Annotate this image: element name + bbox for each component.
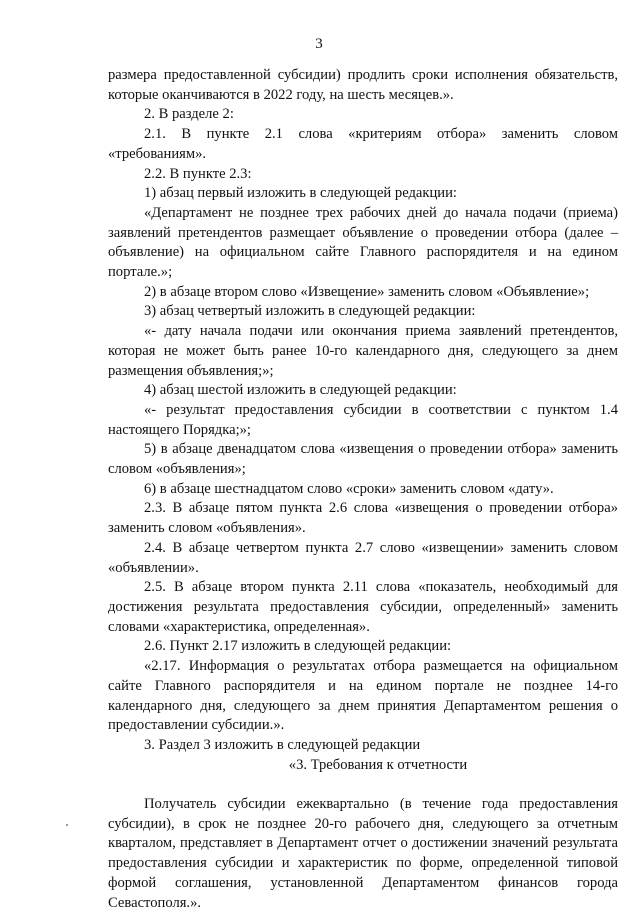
document-body <box>108 66 618 913</box>
scan-speck <box>66 824 68 826</box>
paragraph-2-4: 2.4. В абзаце четвертом пункта 2.7 слово «извещении» заменить словом «объявлении». <box>108 539 618 576</box>
paragraph-2-17-text: «2.17. Информация о результатах отбора размещается на официальном сайте Главного распорядителя и на едином портале не позднее 14-го календарного дня, следующего за днем принятия Департаментом решения о предоставлении субсидии.». <box>108 658 618 734</box>
paragraph-reporting: Получатель субсидии ежеквартально (в течение года предоставления субсидии), в срок не позднее 20-го рабочего дня, следующего за отчетным кварталом, представляет в Департамент отчет о достижении значений результата предоставления субсидии и характеристик по форме, определенной типовой формой соглашения, установленной Департаментом финансов города Севастополя.». <box>108 796 618 911</box>
paragraph-2-2-item-4: 4) абзац шестой изложить в следующей редакции: <box>144 382 457 399</box>
paragraph-2-1: 2.1. В пункте 2.1 слова «критериям отбора» заменить словом «требованиям». <box>108 126 618 162</box>
paragraph-2-2-item-5: 5) в абзаце двенадцатом слова «извещения о проведении отбора» заменить словом «объявления»; <box>108 441 618 478</box>
paragraph-2-2-item-2: 2) в абзаце втором слово «Извещение» заменить словом «Объявление»; <box>144 283 590 300</box>
paragraph-section-3: 3. Раздел 3 изложить в следующей редакции <box>144 736 421 753</box>
paragraph-2-2-item-6: 6) в абзаце шестнадцатом слово «сроки» заменить словом «дату». <box>144 480 554 497</box>
paragraph-section-2: 2. В разделе 2: <box>144 106 234 123</box>
paragraph-2-2-item-3-text: «- дату начала подачи или окончания приема заявлений претендентов, которая не может быть ранее 10-го календарного дня, следующего за днем размещения объявления;»; <box>108 323 618 379</box>
page-number: 3 <box>315 36 323 52</box>
paragraph-2-2-item-1: 1) абзац первый изложить в следующей редакции: <box>144 185 457 202</box>
paragraph-2-2: 2.2. В пункте 2.3: <box>144 165 252 182</box>
paragraph-2-3: 2.3. В абзаце пятом пункта 2.6 слова «извещения о проведении отбора» заменить словом «объявления». <box>108 500 618 537</box>
paragraph-2-2-item-3: 3) абзац четвертый изложить в следующей редакции: <box>144 303 476 320</box>
section-heading: «3. Требования к отчетности <box>288 756 468 773</box>
paragraph-2-2-item-4-text: «- результат предоставления субсидии в соответствии с пунктом 1.4 настоящего Порядка;»; <box>108 401 618 438</box>
paragraph-2-5: 2.5. В абзаце втором пункта 2.11 слова «показатель, необходимый для достижения результата предоставления субсидии, определенный» заменить словами «характеристика, определенная». <box>108 579 618 635</box>
paragraph-2-6: 2.6. Пункт 2.17 изложить в следующей редакции: <box>144 638 452 655</box>
paragraph-2-2-item-1-text: «Департамент не позднее трех рабочих дней до начала подачи (приема) заявлений претендентов размещает объявление о проведении отбора (далее – объявление) на официальном сайте Главного распорядителя и на едином портале.»; <box>108 204 618 281</box>
paragraph-continuation: размера предоставленной субсидии) продлить сроки исполнения обязательств, которые оканчиваются в 2022 году, на шесть месяцев.». <box>108 67 618 103</box>
